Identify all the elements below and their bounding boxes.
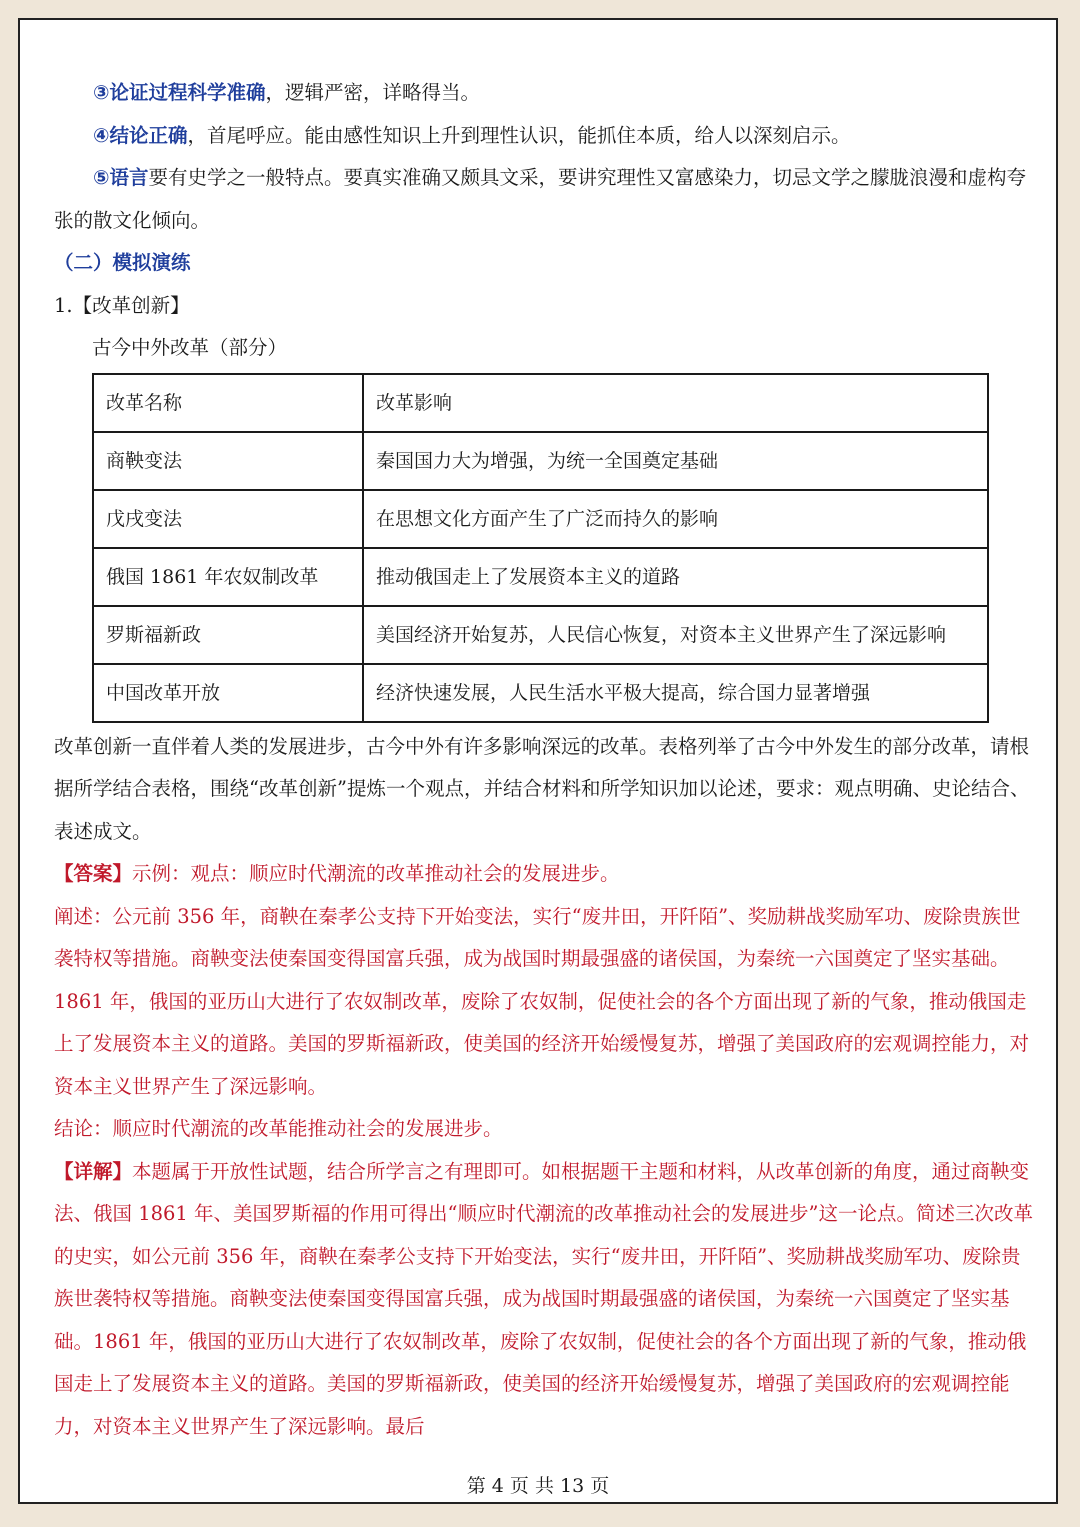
table-row (93, 548, 988, 606)
answer-viewpoint-text: 示例：观点：顺应时代潮流的改革推动社会的发展进步。 (132, 862, 620, 885)
answer-label: 【答案】 (54, 862, 133, 885)
point-5-text: 要有史学之一般特点。要真实准确又颇具文采，要讲究理性又富感染力，切忌文学之朦胧浪漫和虚构夸张的散文化倾向。 (54, 166, 1027, 232)
document-page (18, 18, 1058, 1504)
answer-viewpoint (54, 853, 1034, 896)
answer-elaboration: 阐述：公元前 356 年，商鞅在秦孝公支持下开始变法，实行“废井田，开阡陌”、奖励耕战奖励军功、废除贵族世袭特权等措施。商鞅变法使秦国变得国富兵强，成为战国时期最强盛的诸侯国，为秦统一六国奠定了坚实基础。1861 年，俄国的亚历山大进行了农奴制改革，废除了农奴制，促使社会的各个方面出现了新的气象，推动俄国走上了发展资本主义的道路。美国的罗斯福新政，使美国的经济开始缓慢复苏，增强了美国政府的宏观调控能力，对资本主义世界产生了深远影响。 (54, 904, 1030, 1098)
question-prompt: 改革创新一直伴着人类的发展进步，古今中外有许多影响深远的改革。表格列举了古今中外发生的部分改革，请根据所学结合表格，围绕“改革创新”提炼一个观点，并结合材料和所学知识加以论述，要求：观点明确、史论结合、表述成文。 (54, 734, 1030, 843)
explanation (54, 1151, 1034, 1449)
table-row (93, 432, 988, 490)
table-row (93, 490, 988, 548)
question-title: 1.【改革创新】 (54, 293, 190, 317)
point-4-title: ④结论正确 (93, 123, 188, 147)
point-4-text: ，首尾呼应。能由感性知识上升到理性认识，能抓住本质，给人以深刻启示。 (187, 123, 851, 147)
table-row (93, 606, 988, 664)
section-title: （二）模拟演练 (54, 251, 191, 274)
table-cell-name: 俄国 1861 年农奴制改革 (93, 548, 363, 606)
table-header-name: 改革名称 (93, 374, 363, 432)
table-cell-name: 中国改革开放 (93, 664, 363, 722)
answer-conclusion: 结论：顺应时代潮流的改革能推动社会的发展进步。 (54, 1117, 503, 1140)
table-caption: 古今中外改革（部分） (92, 336, 288, 359)
point-3-title: ③论证过程科学准确 (93, 81, 266, 104)
table-cell-impact: 美国经济开始复苏，人民信心恢复，对资本主义世界产生了深远影响 (363, 606, 988, 664)
point-4 (54, 115, 1034, 158)
page-footer: 第 4 页 共 13 页 (466, 1475, 610, 1497)
table-cell-impact: 秦国国力大为增强，为统一全国奠定基础 (363, 432, 988, 490)
table-row (93, 664, 988, 722)
page-content (54, 72, 1034, 1448)
table-cell-name: 商鞅变法 (93, 432, 363, 490)
explanation-label: 【详解】 (54, 1159, 133, 1183)
table-header-row (93, 374, 988, 432)
reform-table (92, 373, 989, 723)
point-5-title: ⑤语言 (93, 166, 149, 189)
point-3 (54, 72, 1034, 115)
point-5 (54, 157, 1034, 242)
table-header-impact: 改革影响 (363, 374, 988, 432)
table-cell-name: 罗斯福新政 (93, 606, 363, 664)
table-cell-name: 戊戌变法 (93, 490, 363, 548)
table-cell-impact: 经济快速发展，人民生活水平极大提高，综合国力显著增强 (363, 664, 988, 722)
explanation-text: 本题属于开放性试题，结合所学言之有理即可。如根据题干主题和材料，从改革创新的角度，通过商鞅变法、俄国 1861 年、美国罗斯福的作用可得出“顺应时代潮流的改革推动社会的发展进步”这一论点。简述三次改革的史实，如公元前 356 年，商鞅在秦孝公支持下开始变法，实行“废井田，开阡陌”、奖励耕战奖励军功、废除贵族世袭特权等措施。商鞅变法使秦国变得国富兵强，成为战国时期最强盛的诸侯国，为秦统一六国奠定了坚实基础。1861 年，俄国的亚历山大进行了农奴制改革，废除了农奴制，促使社会的各个方面出现了新的气象，推动俄国走上了发展资本主义的道路。美国的罗斯福新政，使美国的经济开始缓慢复苏，增强了美国政府的宏观调控能力，对资本主义世界产生了深远影响。最后 (54, 1159, 1033, 1438)
table-cell-impact: 推动俄国走上了发展资本主义的道路 (363, 548, 988, 606)
table-cell-impact: 在思想文化方面产生了广泛而持久的影响 (363, 490, 988, 548)
point-3-text: ，逻辑严密，详略得当。 (265, 81, 481, 104)
